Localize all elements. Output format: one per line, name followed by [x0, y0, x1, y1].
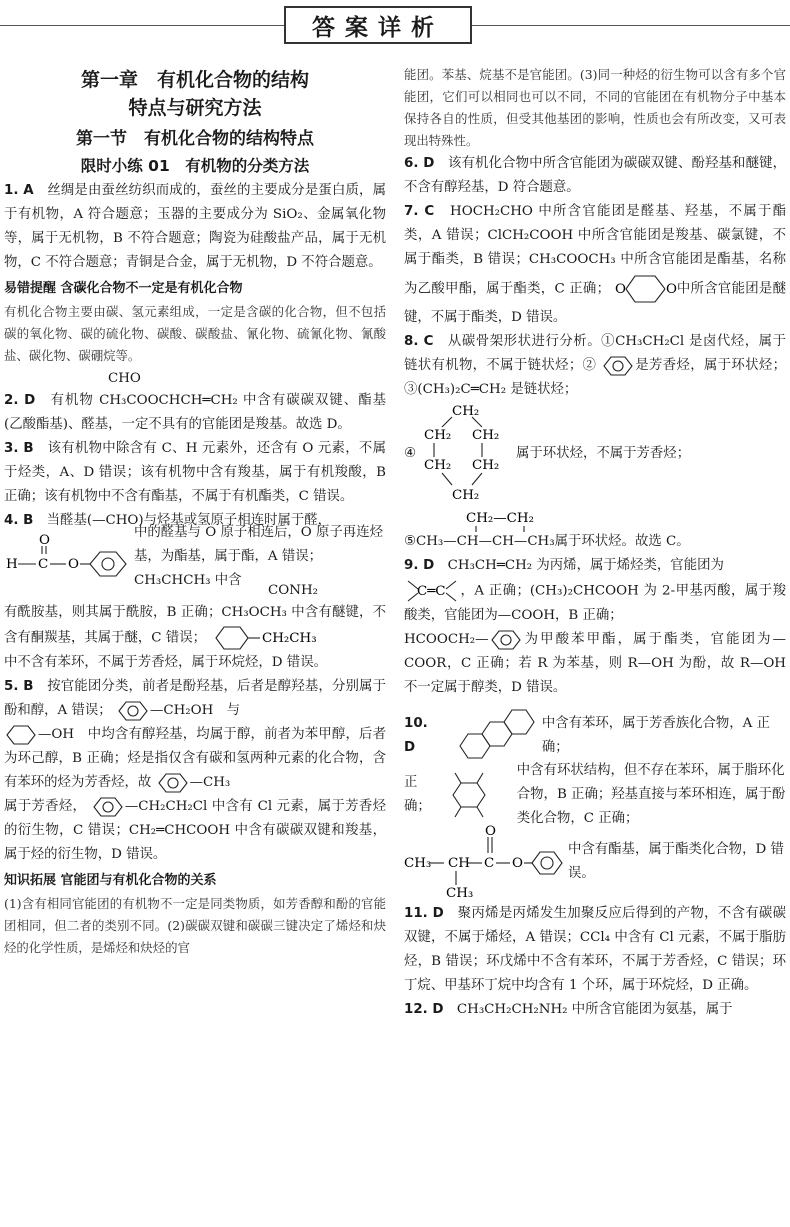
answer-10-b: 正确； 中含有环状结构，但不存在苯环，属于脂环化合物，B 正确；羟基直接与苯环相连，属于酚类化合物，C 正确；: [404, 768, 786, 822]
formula-text: HCOOCH₂—: [404, 632, 489, 647]
cyclobutane-row: [404, 506, 786, 554]
phenanthrene-structure: [456, 706, 542, 766]
answer-number: 1. A: [4, 183, 34, 198]
answer-number: 6. D: [404, 156, 435, 171]
atom-label: O: [665, 282, 677, 297]
answer-number: 10. D: [404, 716, 428, 755]
answer-4-cont: [4, 601, 386, 651]
exercise-title: 限时小练 01 有机物的分类方法: [80, 157, 310, 175]
answer-text: 从碳骨架形状进行分析。①CH₃CH₂Cl 是卤代烃，属于链状有机物，不属于链状烃；②: [404, 334, 786, 373]
svg-text:CH₂: CH₂: [424, 458, 452, 473]
svg-text:CH₂: CH₂: [472, 428, 500, 443]
formula-conh2: CONH₂: [268, 583, 318, 598]
answer-text: 中含有苯环，属于芳香族化合物，A 正确；: [541, 716, 771, 755]
atom-label: C═C: [417, 584, 446, 599]
answer-9: [404, 554, 786, 578]
answer-text: 聚丙烯是丙烯发生加聚反应后得到的产物，不含有碳碳双键，不属于烯烃，A 错误；CCl₄ 中含有 Cl 元素，不属于脂肪烃，B 错误；环戊烯中不含有苯环，不属于芳香烃，C 错误；环丁烷、甲基环丁烷中均含有 1 个环，属于环烷烃，D 正确。: [404, 906, 787, 993]
answer-number: 3. B: [4, 441, 34, 456]
benzene-ring-icon: [489, 629, 523, 651]
svg-text:C: C: [38, 557, 49, 572]
answer-5-b: [4, 723, 386, 795]
answer-text: 属于芳香烃，: [4, 799, 87, 814]
atom-label: O: [485, 824, 496, 839]
answer-text: HOCH₂CHO 中所含官能团是醛基、羟基，不属于酯类，A 错误；ClCH₂COOH 中所含官能团是羧基、碳氯键，不属于酯类，B 错误；CH₃COOCH₃ 中所含官能团是酯基，名称为乙酸甲酯，属于酯类，C 正确；: [404, 204, 787, 297]
answer-text: 有酰胺基，则其属于酰胺，B 正确；CH₃OCH₃ 中含有醚键，不含有酮羰基，其属于醚，C 错误；: [4, 605, 386, 646]
chapter-title-line2: 特点与研究方法: [128, 97, 262, 119]
banner-title: 答案详析: [284, 6, 472, 44]
tip-body: (1)含有相同官能团的有机物不一定是同类物质，如芳香醇和酚的官能团相同，但二者的类别不同。(2)碳碳双键和碳碳三键决定了烯烃和炔烃的化学性质，是烯烃和炔烃的官: [4, 896, 386, 955]
answer-7: [404, 200, 786, 330]
answer-text: 中的醛基与 O 原子相连后，O 原子再连烃基，为酯基，属于酯，A 错误；CH₃CHCH₃ 中含: [134, 525, 383, 588]
cycloheptane-row: [404, 402, 786, 506]
atom-label: O: [614, 282, 626, 297]
answer-text: 是芳香烃，属于环状烃；③(CH₃)₂C═CH₂ 是链状烃；: [404, 358, 786, 397]
phenyl-formate-row: [4, 525, 386, 588]
answer-text: 有机物 CH₃COOCHCH═CH₂ 中含有碳碳双键、酯基(乙酸酯基)、醛基，一定不具有的官能团是羧基。故选 D。: [4, 393, 386, 432]
answer-9-c: [404, 628, 786, 700]
formula-cho: CHO: [108, 371, 141, 386]
answer-number: 5. B: [4, 679, 34, 694]
answer-3: [4, 437, 386, 509]
dioxane-structure: [615, 272, 677, 306]
tip-body-cont: 能团。苯基、烷基不是官能团。(3)同一种烃的衍生物可以含有多个官能团，它们可以相同也可以不同，不同的官能团在有机物分子中基本保持各自的性质，但受其他基团的影响，性质也会有所改变，又可表现出特殊性。: [404, 67, 786, 148]
answer-text: CH₃CH₂CH₂NH₂ 中所含官能团为氨基，属于: [456, 1002, 733, 1017]
tip-heading: 易错提醒 含碳化合物不一定是有机化合物: [4, 281, 243, 296]
alkene-group-structure: [404, 578, 460, 604]
atom-label: CH₃: [404, 856, 432, 871]
answer-number: 2. D: [4, 393, 36, 408]
svg-text:CH₃: CH₃: [446, 886, 474, 901]
answer-text: 中均含有醇羟基，均属于醇，前者为苯甲醇，后者为环己醇，B 正确；烃是指仅含有碳和氢两种元素的化合物，含有苯环的烃为芳香烃，故: [4, 727, 387, 790]
svg-text:CH₂: CH₂: [472, 458, 500, 473]
chapter-title-line1: 第一章 有机化合物的结构: [80, 69, 309, 91]
answer-text: ，A 正确；(CH₃)₂CHCOOH 为 2-甲基丙酸，属于羧酸类，官能团为—COOH，B 正确；: [404, 583, 786, 623]
atom-label: CH: [448, 856, 470, 871]
answer-number: 9. D: [404, 558, 435, 573]
left-column: [4, 66, 386, 959]
cyclobutane-top: [466, 506, 626, 532]
answer-text: ⑤CH₃—CH—CH—CH₃属于环状烃。故选 C。: [404, 534, 690, 549]
answer-5-c: [4, 795, 386, 867]
atom-label: H: [6, 557, 18, 572]
atom-label: O: [68, 557, 79, 572]
answer-text: 属于环状烃，不属于芳香烃；: [516, 446, 691, 461]
answer-text: 该有机化合物中所含官能团为碳碳双键、酚羟基和醚键，不含有醇羟基，D 符合题意。: [404, 156, 787, 195]
benzene-ring-icon: [116, 700, 150, 722]
answer-text: 为甲酸苯甲酯，属于酯类，官能团为—COOR，C 正确；若 R 为苯基，则 R—OH 为酚，故 R—OH 不一定属于醇类，D 错误。: [404, 632, 786, 695]
atom-label: CH₂: [452, 404, 480, 419]
answer-9-b: [404, 578, 786, 628]
section-title: 第一节 有机化合物的结构特点: [76, 129, 314, 149]
item-number: ④: [404, 446, 417, 461]
answer-6: [404, 152, 786, 200]
answer-2: [4, 389, 386, 437]
tip-heading: 知识拓展 官能团与有机化合物的关系: [4, 873, 217, 888]
atom-label: O: [39, 533, 50, 548]
formula-text: —OH: [38, 727, 75, 742]
cyclohexane-ring-icon: [4, 724, 38, 746]
cyclohexadiene-structure: [431, 769, 517, 821]
answer-1: [4, 179, 386, 275]
tip-body: 有机化合物主要由碳、氢元素组成，一定是含碳的化合物，但不包括碳的氧化物、碳的硫化物、碳酸、碳酸盐、氰化物、硫氰化物、氰酸盐、碳化物、碳硼烷等。: [4, 304, 386, 363]
answer-number: 7. C: [404, 204, 435, 219]
answer-text: —CH₂CH₂Cl 中含有 Cl 元素，属于芳香烃的衍生物，C 错误；CH₂═CHCOOH 中含有碳碳双键和羧基，属于烃的衍生物，D 错误。: [4, 799, 386, 862]
answer-text: 丝绸是由蚕丝纺织而成的，蚕丝的主要成分是蛋白质，属于有机物，A 符合题意；玉器的主要成分为 SiO₂、金属氧化物等，属于无机物，B 不符合题意；陶瓷为硅酸盐产品，属于无机物，C 不符合题意；青铜是合金，属于无机物，D 不符合题意。: [4, 183, 386, 270]
cycloheptane-structure: [416, 403, 512, 505]
answer-number: 11. D: [404, 906, 444, 921]
answer-number: 12. D: [404, 1002, 444, 1017]
svg-text:CH₂: CH₂: [452, 488, 480, 503]
atom-label: C: [484, 856, 495, 871]
svg-text:O: O: [512, 856, 523, 871]
answer-10-c: [404, 822, 786, 902]
benzene-ring-icon: [601, 355, 635, 377]
answer-text: 按官能团分类，前者是酚羟基，后者是醇羟基，分别属于酚和醇，A 错误；: [4, 679, 387, 718]
answer-4-end: 中不含有苯环，不属于芳香烃，属于环烷烃，D 错误。: [4, 655, 327, 670]
formula-text: —CH₂OH 与: [149, 703, 241, 718]
benzene-ring-icon: [156, 772, 190, 794]
answer-text: CH₃CH═CH₂ 为丙烯，属于烯烃类，官能团为: [447, 558, 724, 573]
ethylcyclohexane-structure: [210, 625, 320, 651]
atom-label: CH₂CH₃: [262, 631, 317, 646]
answer-12: [404, 998, 786, 1022]
answer-number: 8. C: [404, 334, 434, 349]
phenyl-formate-structure: [4, 534, 134, 580]
answer-text: 该有机物中除含有 C、H 元素外，还含有 O 元素，不属于烃类，A、D 错误；该有机物中含有羧基，属于有机羧酸，B 正确；该有机物中不含有酯基，不属于有机酯类，C 错误。: [4, 441, 387, 504]
answer-11: [404, 902, 786, 998]
answer-text: 中含有酯基，属于酯类化合物，D 错误。: [568, 842, 784, 881]
answer-number: 4. B: [4, 513, 34, 528]
formula-text: —CH₃: [189, 775, 231, 790]
answer-text: 当醛基(—CHO)与烃基或氢原子相连时属于醛，: [46, 513, 332, 528]
right-column: [404, 64, 786, 1022]
banner: [0, 6, 790, 42]
answer-text: 中所含官能团是醚键，不属于酯类，D 错误。: [404, 281, 786, 325]
answer-8: [404, 330, 786, 402]
svg-text:CH₂—CH₂: CH₂—CH₂: [466, 511, 534, 526]
benzene-ring-icon: [91, 796, 125, 818]
answer-text: 中含有环状结构，但不存在苯环，属于脂环化合物，B 正确；羟基直接与苯环相连，属于酚类化合物，C 正确；: [516, 763, 786, 826]
answer-5: [4, 675, 386, 723]
svg-text:CH₂: CH₂: [424, 428, 452, 443]
